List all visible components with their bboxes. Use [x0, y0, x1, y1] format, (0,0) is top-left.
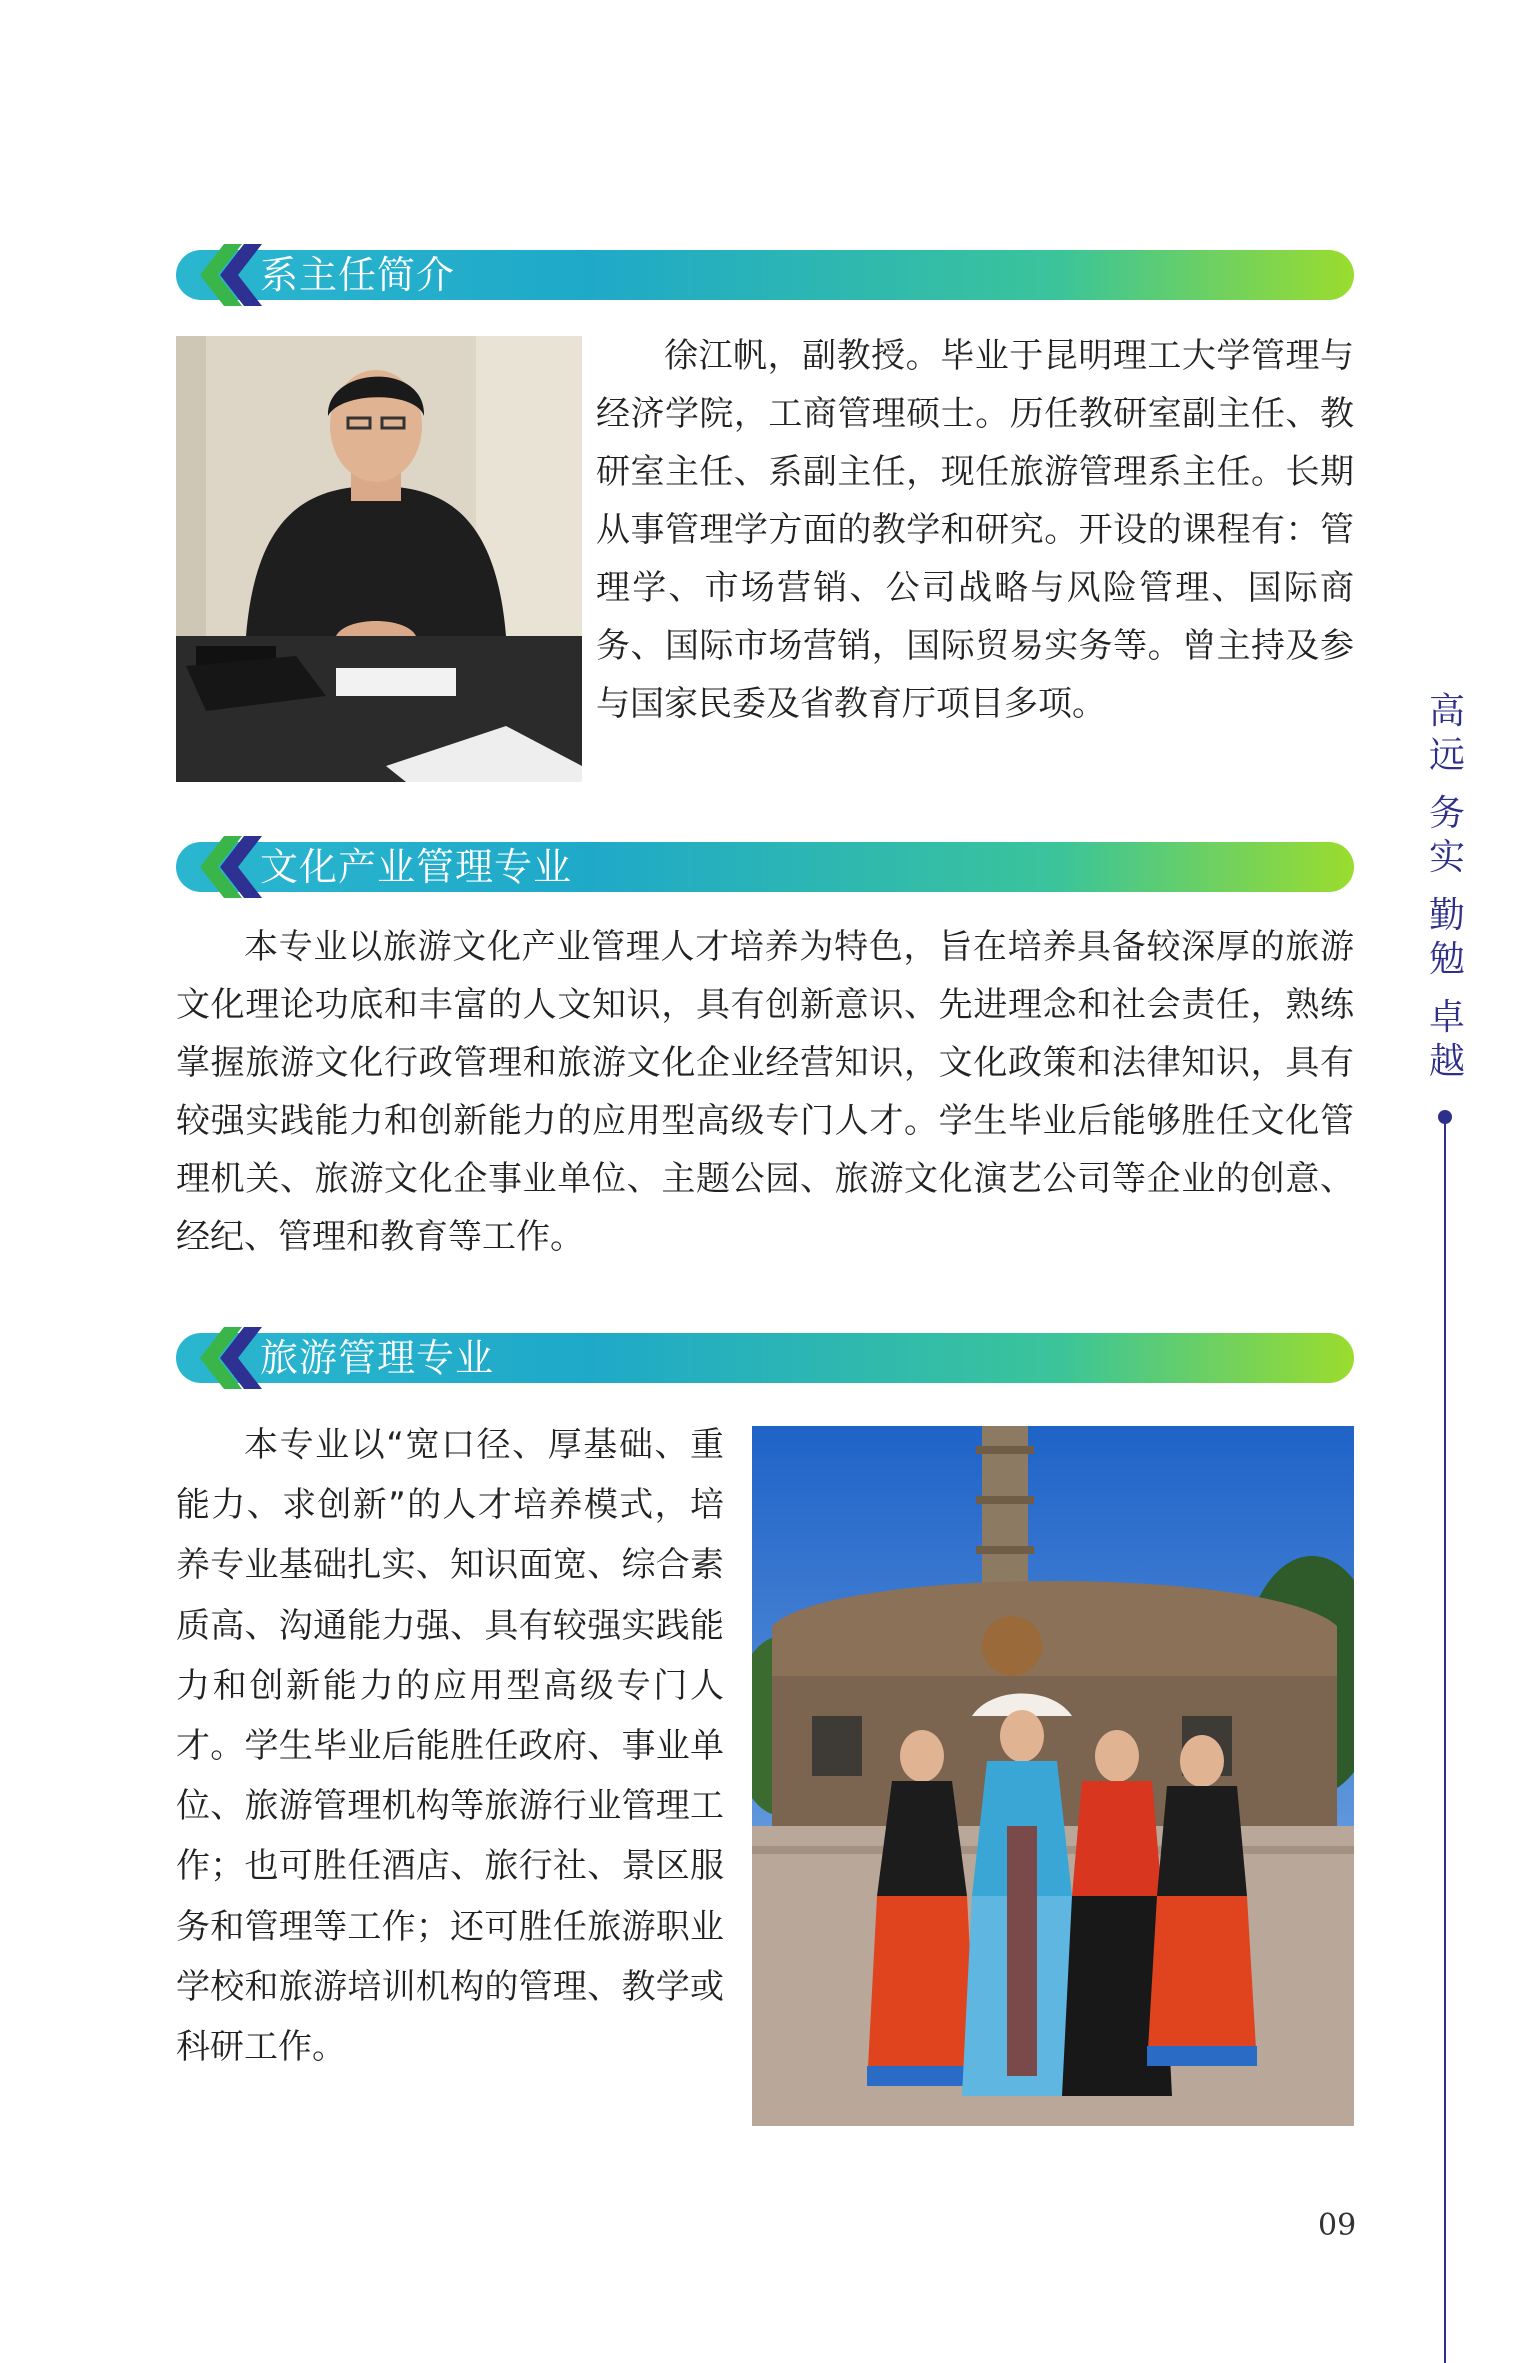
tourism-major-text: 本专业以“宽口径、厚基础、重能力、求创新”的人才培养模式，培养专业基础扎实、知识面宽、综合素质高、沟通能力强、具有较强实践能力和创新能力的应用型高级专门人才。学生毕业后能胜任政府、事业单位、旅游管理机构等旅游行业管理工作；也可胜任酒店、旅行社、景区服务和管理等工作；还可胜任旅游职业学校和旅游培训机构的管理、教学或科研工作。 [176, 1425, 724, 2068]
double-chevron-icon [194, 244, 264, 306]
page-number: 09 [1318, 2208, 1357, 2243]
motto-char: 务 [1428, 793, 1465, 834]
director-intro-text: 徐江帆，副教授。毕业于昆明理工大学管理与经济学院，工商管理硕士。历任教研室副主任、教研室主任、系副主任，现任旅游管理系主任。长期从事管理学方面的教学和研究。开设的课程有：管理学、市场营销、公司战略与风险管理、国际商务、国际市场营销，国际贸易实务等。曾主持及参与国家民委及省教育厅项目多项。 [596, 336, 1354, 724]
double-chevron-icon [194, 836, 264, 898]
motto-char: 越 [1428, 1041, 1465, 1082]
motto-char: 远 [1428, 735, 1465, 776]
section-header-tourism [176, 1333, 1354, 1383]
section-header-director [176, 250, 1354, 300]
culture-major-text: 本专业以旅游文化产业管理人才培养为特色，旨在培养具备较深厚的旅游文化理论功底和丰富的人文知识，具有创新意识、先进理念和社会责任，熟练掌握旅游文化行政管理和旅游文化企业经营知识，文化政策和法律知识，具有较强实践能力和创新能力的应用型高级专门人才。学生毕业后能够胜任文化管理机关、旅游文化企事业单位、主题公园、旅游文化演艺公司等企业的创意、经纪、管理和教育等工作。 [176, 927, 1354, 1257]
section-title: 旅游管理专业 [260, 1336, 495, 1380]
motto-char: 卓 [1428, 997, 1465, 1038]
motto-char: 勤 [1428, 895, 1465, 936]
motto-char: 勉 [1428, 939, 1465, 980]
section-title: 文化产业管理专业 [260, 845, 573, 889]
section-title: 系主任简介 [260, 253, 456, 297]
motto-char: 实 [1428, 837, 1465, 878]
tourism-photo [752, 1426, 1354, 2126]
vertical-motto [1422, 690, 1472, 1084]
director-photo [176, 336, 582, 782]
motto-char: 高 [1428, 691, 1465, 732]
double-chevron-icon [194, 1327, 264, 1389]
section-header-culture [176, 842, 1354, 892]
margin-rule [1444, 1122, 1446, 2363]
